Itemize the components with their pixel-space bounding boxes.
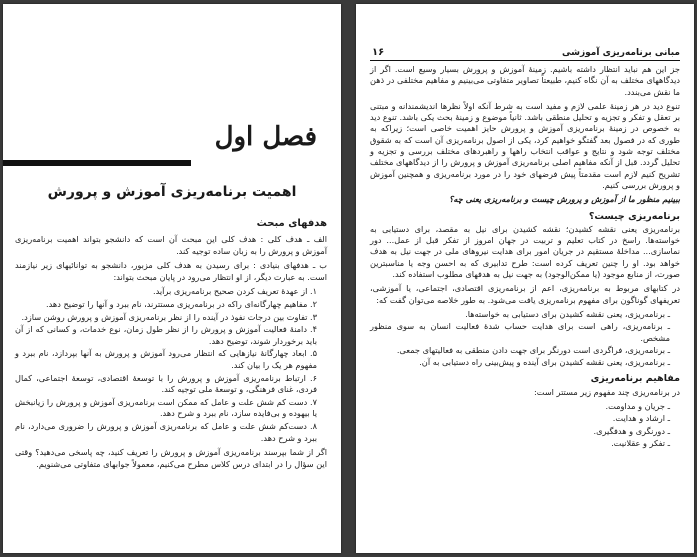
definition-item: ـ برنامه‌ریزی، یعنی نقشه کشیدن برای آینده و پیش‌بینی راه دستیابی به آن. [419, 357, 670, 368]
objective-item: ۸. دست‌کم شش علت و عامل که برنامه‌ریزی آموزش و پرورش را ضروری می‌دارد، نام ببرد و شرح دهد. [15, 420, 317, 443]
objective-item: ۷. دست کم شش علت و عامل که ممکن است برنامه‌ریزی آموزش و پرورش را زیانبخش یا بیهوده و بی‌فایده سازد، نام ببرد و شرح دهد. [15, 396, 317, 419]
objective-item: ۱. از عهدهٔ تعریف کردن صحیح برنامه‌ریزی برآید. [152, 286, 317, 297]
concept-item: ـ دورنگری و هدفگیری. [593, 425, 670, 436]
section-heading: هدفهای مبحث [256, 218, 327, 229]
main-heading: اهمیت برنامه‌ریزی آموزش و پرورش [47, 184, 297, 200]
subheading-planning-concepts: مفاهیم برنامه‌ریزی [590, 373, 680, 385]
definitions-list [370, 309, 680, 368]
concept-item: ـ ارشاد و هدایت. [612, 413, 670, 424]
concept-item: ـ جریان و مداومت. [605, 401, 670, 412]
objective-item: ۶. ارتباط برنامه‌ریزی آموزش و پرورش را با توسعهٔ اقتصادی، توسعهٔ اجتماعی، کمال فردی، غنای فرهنگی، و توسعهٔ ملی توجیه کند. [15, 372, 317, 395]
right-page [356, 4, 694, 553]
right-body [370, 64, 680, 452]
chapter-rule [3, 160, 191, 166]
objectives-list [15, 286, 327, 444]
subheading-what-is-planning: برنامه‌ریزی چیست؟ [588, 210, 680, 222]
closing-paragraph: اگر از شما بپرسند برنامه‌ریزی آموزش و پرورش را تعریف کنید، چه پاسخی می‌دهید؟ وقتی این سؤال را در ابتدای درس کلاس مطرح می‌کنیم، معمولاً جوابهای متفاوتی می‌شنویم. [15, 447, 327, 469]
chapter-title: فصل اول [214, 122, 317, 152]
page-number: ۱۶ [372, 47, 385, 58]
paragraph: برنامه‌ریزی یعنی نقشه کشیدن؛ نقشه کشیدن برای نیل به مقصد، برای دستیابی به خواسته‌ها. راسخ در کتاب تعلیم و تربیت در جهان امروز از تفکر قبل از عمل... دور نماسازی... مداخلهٔ مستقیم در جریان امور برای هدایت نیروهای ملی در جهت نیل به هدف خواهد بود. او را چنین تعریف کرده است: طرح تدابیری که به احسن وجه یا مناسبترین صورت، از منابع موجود (یا ممکن‌الوجود) به جهت نیل به هدفهای مطلوب استفاده کند. [370, 223, 680, 280]
left-body [15, 234, 327, 473]
left-page [3, 4, 341, 553]
page-header [370, 48, 680, 61]
definition-item: ـ برنامه‌ریزی، یعنی نقشه کشیدن برای دستیابی به خواسته‌ها. [465, 308, 670, 319]
concepts-list [370, 401, 680, 449]
paragraph: جز این هم نباید انتظار داشته باشیم. زمینهٔ آموزش و پرورش بسیار وسیع است. اگر از دیدگاههای مختلف به آن نگاه کنیم، طبیعتاً تصاویر متفاوتی می‌بینیم و مفاهیم مختلفی در ذهن ما نقش می‌بندد. [370, 64, 680, 97]
paragraph: تنوع دید در هر زمینهٔ علمی لازم و مفید است به شرط آنکه اولاً نظرها اندیشمندانه و مبتنی بر تعقل و تفکر و تجزیه و تحلیل منطقی باشد. ثانیاً موضوع و زمینهٔ بحث یکی باشد. تنوع دید به خصوص در زمینهٔ برنامه‌ریزی آموزش و پرورش حایز اهمیت خاصی است؛ زیراکه به طوری که در فصول بعد گفتگو خواهیم کرد، یکی از اصول برنامه‌ریزی آن است که به شقوق مختلف توجه شود و نتایج و عواقب انتخاب راهها و راهبردهای مختلف بررسی و تجزیه و تحلیل گردد. قبل از آنکه مفاهیم اصلی برنامه‌ریزی آموزش و پرورش را از دیدگاههای مختلف تشریح کنیم لازم است مقدمتاً پیش فرضهای خود را در مورد برنامه‌ریزی و همچنین آموزش و پرورش بررسی کنیم. [370, 100, 680, 190]
concept-item: ـ تفکر و عقلانیت. [611, 437, 670, 448]
goal-b-paragraph: ب ـ هدفهای بنیادی : برای رسیدن به هدف کلی مزبور، دانشجو به توانائیهای زیر نیازمند است. به عبارت دیگر، از او انتظار می‌رود در پایان مبحث بتواند: [15, 260, 327, 282]
question-line: ببینیم منظور ما از آموزش و پرورش چیست و برنامه‌ریزی یعنی چه؟ [449, 194, 680, 205]
running-title: مبانی برنامه‌ریزی آموزشی [562, 48, 680, 58]
objective-item: ۴. دامنهٔ فعالیت آموزش و پرورش را از نظر طول زمان، نوع خدمات، و کسانی که از آن باید برخوردار شوند، توضیح دهد. [15, 324, 317, 346]
definition-item: ـ برنامه‌ریزی، راهی است برای هدایت حساب شدهٔ فعالیت انسان به سوی منظور مشخص. [370, 321, 670, 343]
goal-a-paragraph: الف ـ هدف کلی : هدف کلی این مبحث آن است که دانشجو بتواند اهمیت برنامه‌ریزی آموزش و پرورش را به زبان ساده توجیه کند. [15, 234, 327, 256]
paragraph: در برنامه‌ریزی چند مفهوم زیر مستتر است: [534, 386, 680, 397]
paragraph: در کتابهای مربوط به برنامه‌ریزی، اعم از برنامه‌ریزی اقتصادی، اجتماعی، یا آموزشی، تعریفهای گوناگون برای مفهوم برنامه‌ریزی یافت می‌شود. به طور خلاصه می‌توان گفت که: [370, 283, 680, 305]
definition-item: ـ برنامه‌ریزی، فراگردی است دورنگر برای جهت دادن منطقی به فعالیتهای جمعی. [396, 344, 670, 355]
objective-item: ۳. تفاوت بین درجات نفوذ در آینده را از نظر برنامه‌ریزی آموزش و پرورش روشن سازد. [21, 311, 317, 322]
objective-item: ۲. مفاهیم چهارگانه‌ای راکه در برنامه‌ریزی مستترند، نام ببرد و آنها را توضیح دهد. [46, 298, 317, 309]
objective-item: ۵. ابعاد چهارگانهٔ نیازهایی که انتظار می‌رود آموزش و پرورش به آنها بپردازد، نام ببرد و مفهوم هر یک را بیان کند. [15, 348, 317, 370]
